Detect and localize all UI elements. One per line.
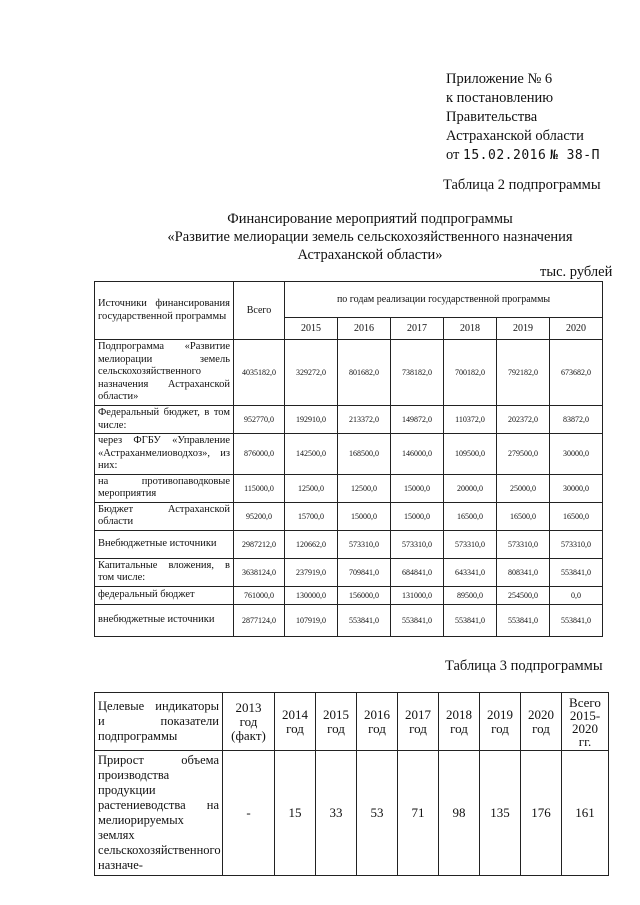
indicator-value-2020: 176 xyxy=(521,751,562,876)
year-label: 2016 xyxy=(364,706,390,722)
row-value-2019: 279500,0 xyxy=(497,434,550,475)
appendix-line-4: Астраханской области xyxy=(446,128,584,144)
row-value-2016: 709841,0 xyxy=(338,558,391,586)
appendix-line-5 xyxy=(446,146,600,165)
row-total: 95200,0 xyxy=(234,502,285,530)
header-year-2019 xyxy=(480,693,521,751)
header-year-2016 xyxy=(357,693,398,751)
row-value-2015: 107919,0 xyxy=(285,604,338,636)
row-source-name: федеральный бюджет xyxy=(95,586,234,604)
header-year-2014 xyxy=(275,693,316,751)
financing-table xyxy=(94,281,603,637)
row-total: 115000,0 xyxy=(234,474,285,502)
row-value-2017: 684841,0 xyxy=(391,558,444,586)
row-value-2017: 131000,0 xyxy=(391,586,444,604)
header-year-2016: 2016 xyxy=(338,318,391,340)
row-value-2015: 130000,0 xyxy=(285,586,338,604)
row-total: 876000,0 xyxy=(234,434,285,475)
row-source-name: Федеральный бюджет, в том числе: xyxy=(95,406,234,434)
indicator-value-2017: 71 xyxy=(398,751,439,876)
year-suffix: год xyxy=(286,720,304,736)
row-value-2017: 15000,0 xyxy=(391,502,444,530)
row-value-2015: 120662,0 xyxy=(285,530,338,558)
row-source-name: Подпрограмма «Развитие мелиорации земель сельскохозяйственного назначения Астраханской области» xyxy=(95,340,234,406)
row-value-2018: 89500,0 xyxy=(444,586,497,604)
header-year-2017 xyxy=(398,693,439,751)
row-source-name: Капитальные вложения, в том числе: xyxy=(95,558,234,586)
row-value-2019: 254500,0 xyxy=(497,586,550,604)
indicator-value-2014: 15 xyxy=(275,751,316,876)
indicator-name: Прирост объема производства продукции растениеводства на мелиорируемых землях сельскохозяйственного назначе- xyxy=(95,751,223,876)
indicator-value-2018: 98 xyxy=(439,751,480,876)
row-value-2020: 553841,0 xyxy=(550,604,603,636)
total-line-2: 2015- xyxy=(569,707,601,723)
header-year-2015 xyxy=(316,693,357,751)
total-line-3: 2020 xyxy=(572,720,598,736)
row-value-2020: 553841,0 xyxy=(550,558,603,586)
row-value-2019: 202372,0 xyxy=(497,406,550,434)
header-year-2018: 2018 xyxy=(444,318,497,340)
appendix-block xyxy=(446,70,600,165)
table-row xyxy=(95,502,603,530)
row-value-2017: 15000,0 xyxy=(391,474,444,502)
year-label: 2020 xyxy=(528,706,554,722)
row-value-2016: 12500,0 xyxy=(338,474,391,502)
row-value-2020: 83872,0 xyxy=(550,406,603,434)
row-value-2019: 16500,0 xyxy=(497,502,550,530)
appendix-prefix: от xyxy=(446,147,460,163)
table-row xyxy=(95,340,603,406)
row-value-2018: 110372,0 xyxy=(444,406,497,434)
appendix-line-3: Правительства xyxy=(446,109,538,125)
row-value-2018: 700182,0 xyxy=(444,340,497,406)
total-line-1: Всего xyxy=(569,694,601,710)
row-total: 952770,0 xyxy=(234,406,285,434)
row-value-2017: 573310,0 xyxy=(391,530,444,558)
row-value-2017: 149872,0 xyxy=(391,406,444,434)
row-total: 3638124,0 xyxy=(234,558,285,586)
row-value-2019: 792182,0 xyxy=(497,340,550,406)
header-base-year xyxy=(223,693,275,751)
indicator-value-2019: 135 xyxy=(480,751,521,876)
appendix-line-2: к постановлению xyxy=(446,90,554,106)
row-value-2020: 0,0 xyxy=(550,586,603,604)
header-year-2017: 2017 xyxy=(391,318,444,340)
row-value-2020: 16500,0 xyxy=(550,502,603,530)
table3-caption: Таблица 3 подпрограммы xyxy=(445,658,603,674)
row-value-2018: 553841,0 xyxy=(444,604,497,636)
year-suffix: год xyxy=(450,720,468,736)
row-total: 2877124,0 xyxy=(234,604,285,636)
row-value-2015: 237919,0 xyxy=(285,558,338,586)
row-value-2020: 30000,0 xyxy=(550,474,603,502)
title-line-2: «Развитие мелиорации земель сельскохозяйственного назначения xyxy=(167,229,573,245)
row-source-name: Внебюджетные источники xyxy=(95,530,234,558)
row-source-name: через ФГБУ «Управление «Астраханмелиоводхоз», из них: xyxy=(95,434,234,475)
row-value-2020: 673682,0 xyxy=(550,340,603,406)
row-value-2018: 573310,0 xyxy=(444,530,497,558)
row-value-2015: 329272,0 xyxy=(285,340,338,406)
table-row xyxy=(95,558,603,586)
year-suffix: год xyxy=(368,720,386,736)
year-label: 2014 xyxy=(282,706,308,722)
header-year-2020 xyxy=(521,693,562,751)
row-value-2019: 25000,0 xyxy=(497,474,550,502)
row-value-2019: 553841,0 xyxy=(497,604,550,636)
row-value-2015: 142500,0 xyxy=(285,434,338,475)
row-source-name: Бюджет Астраханской области xyxy=(95,502,234,530)
indicator-value-2016: 53 xyxy=(357,751,398,876)
row-source-name: внебюджетные источники xyxy=(95,604,234,636)
base-year-note: год (факт) xyxy=(231,713,266,743)
document-title xyxy=(140,210,600,264)
indicator-value-2015: 33 xyxy=(316,751,357,876)
header-year-2019: 2019 xyxy=(497,318,550,340)
header-indicator: Целевые индикаторы и показатели подпрограммы xyxy=(95,693,223,751)
row-value-2016: 801682,0 xyxy=(338,340,391,406)
year-suffix: год xyxy=(491,720,509,736)
header-years-group: по годам реализации государственной программы xyxy=(285,282,603,318)
header-total xyxy=(562,693,609,751)
total-line-4: гг. xyxy=(578,733,592,749)
row-value-2015: 12500,0 xyxy=(285,474,338,502)
year-suffix: год xyxy=(409,720,427,736)
row-value-2016: 168500,0 xyxy=(338,434,391,475)
row-value-2017: 146000,0 xyxy=(391,434,444,475)
table-row xyxy=(95,530,603,558)
year-label: 2019 xyxy=(487,706,513,722)
title-line-3: Астраханской области» xyxy=(297,247,443,263)
row-value-2016: 573310,0 xyxy=(338,530,391,558)
header-source: Источники финансирования государственной программы xyxy=(95,282,234,340)
year-label: 2017 xyxy=(405,706,431,722)
row-total: 2987212,0 xyxy=(234,530,285,558)
row-source-name: на противопаводковые мероприятия xyxy=(95,474,234,502)
row-value-2017: 738182,0 xyxy=(391,340,444,406)
row-value-2020: 573310,0 xyxy=(550,530,603,558)
row-value-2016: 156000,0 xyxy=(338,586,391,604)
indicators-table xyxy=(94,692,609,876)
row-value-2018: 643341,0 xyxy=(444,558,497,586)
row-value-2016: 213372,0 xyxy=(338,406,391,434)
base-year: 2013 xyxy=(235,699,262,715)
header-total: Всего xyxy=(234,282,285,340)
row-value-2019: 573310,0 xyxy=(497,530,550,558)
year-suffix: год xyxy=(532,720,550,736)
row-value-2015: 15700,0 xyxy=(285,502,338,530)
row-value-2018: 20000,0 xyxy=(444,474,497,502)
title-line-1: Финансирование мероприятий подпрограммы xyxy=(227,211,513,227)
table-row xyxy=(95,406,603,434)
row-total: 761000,0 xyxy=(234,586,285,604)
header-year-2020: 2020 xyxy=(550,318,603,340)
year-suffix: год xyxy=(327,720,345,736)
table2-caption: Таблица 2 подпрограммы xyxy=(443,177,601,193)
units-label: тыс. рублей xyxy=(540,264,613,280)
row-value-2017: 553841,0 xyxy=(391,604,444,636)
resolution-number: № 38-П xyxy=(549,148,600,163)
resolution-date: 15.02.2016 xyxy=(463,148,547,163)
row-value-2016: 15000,0 xyxy=(338,502,391,530)
row-value-2016: 553841,0 xyxy=(338,604,391,636)
year-label: 2015 xyxy=(323,706,349,722)
header-year-2018 xyxy=(439,693,480,751)
row-total: 4035182,0 xyxy=(234,340,285,406)
row-value-2018: 16500,0 xyxy=(444,502,497,530)
row-value-2019: 808341,0 xyxy=(497,558,550,586)
appendix-line-1: Приложение № 6 xyxy=(446,71,553,87)
indicator-total: 161 xyxy=(562,751,609,876)
indicator-base-value: - xyxy=(223,751,275,876)
table-row xyxy=(95,604,603,636)
header-year-2015: 2015 xyxy=(285,318,338,340)
row-value-2018: 109500,0 xyxy=(444,434,497,475)
row-value-2020: 30000,0 xyxy=(550,434,603,475)
table-row xyxy=(95,434,603,475)
table-row xyxy=(95,586,603,604)
table-row xyxy=(95,474,603,502)
row-value-2015: 192910,0 xyxy=(285,406,338,434)
year-label: 2018 xyxy=(446,706,472,722)
